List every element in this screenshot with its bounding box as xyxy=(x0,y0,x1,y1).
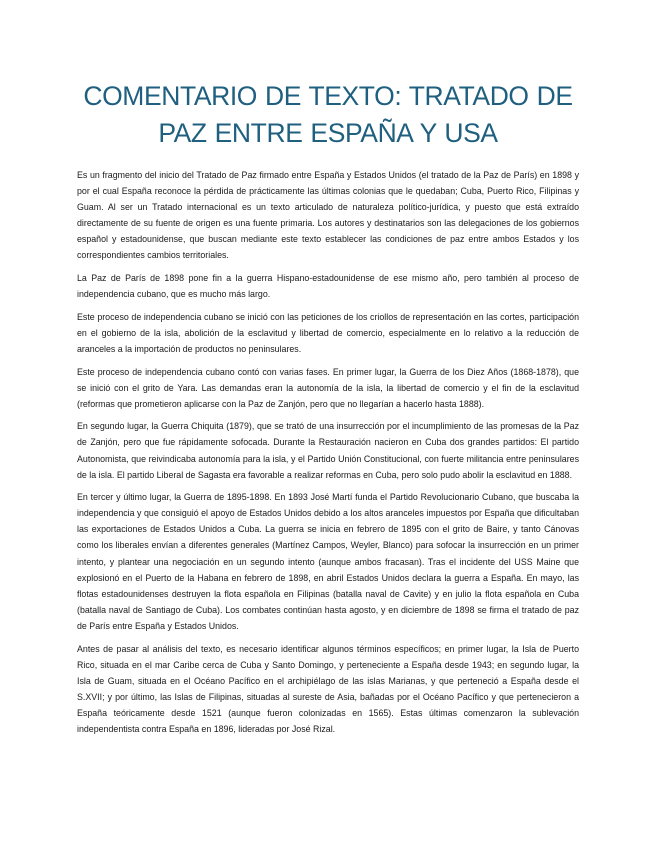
paragraph-guerra-chiquita: En segundo lugar, la Guerra Chiquita (1879), que se trató de una insurrección por el incumplimiento de las promesas de la Paz de Zanjón, pero que fue rápidamente sofocada. Durante la Restauración nacieron en Cuba dos grandes partidos: El partido Autonomista, que reivindicaba autonomía para la isla, y el Partido Unión Constitucional, con fuerte militancia entre peninsulares de la isla. El partido Liberal de Sagasta era favorable a realizar reformas en Cuba, pero solo pudo abolir la esclavitud en 1888. xyxy=(77,421,579,480)
paragraph-guerra-1895: En tercer y último lugar, la Guerra de 1895-1898. En 1893 José Martí funda el Partido Revolucionario Cubano, que buscaba la independencia y que consiguió el apoyo de Estados Unidos debido a los altos aranceles impuestos por España que dificultaban las exportaciones de Estados Unidos a Cuba. La guerra se inicia en febrero de 1895 con el grito de Baire, y tanto Cánovas como los liberales envían a diferentes generales (Martínez Campos, Weyler, Blanco) para sofocar la insurrección en un primer intento, y plantear una negociación en un segundo intento (aunque ambos fracasan). Tras el incidente del USS Maine que explosionó en el Puerto de la Habana en febrero de 1898, en abril Estados Unidos declara la guerra a España. En mayo, las flotas estadounidenses destruyen la flota española en Filipinas (batalla naval de Cavite) y en julio la flota española en Cuba (batalla naval de Santiago de Cuba). Los combates continúan hasta agosto, y en diciembre de 1898 se firma el tratado de paz de París entre España y Estados Unidos. xyxy=(77,492,579,631)
document-title: COMENTARIO DE TEXTO: TRATADO DE PAZ ENTRE ESPAÑA Y USA xyxy=(83,81,573,148)
document-body xyxy=(77,167,579,737)
paragraph-intro: Es un fragmento del inicio del Tratado de Paz firmado entre España y Estados Unidos (el tratado de la Paz de París) en 1898 y por el cual España reconoce la pérdida de prácticamente las últimas colonias que le quedaban; Cuba, Puerto Rico, Filipinas y Guam. Al ser un Tratado internacional es un texto articulado de naturaleza político-jurídica, y puesto que está extraído directamente de su fuente de origen es una fuente primaria. Los autores y destinatarios son las delegaciones de los gobiernos español y estadounidense, que buscan mediante este texto establecer las condiciones de paz entre ambos Estados y los correspondientes cambios territoriales. xyxy=(77,170,579,261)
paragraph-terminos: Antes de pasar al análisis del texto, es necesario identificar algunos términos específicos; en primer lugar, la Isla de Puerto Rico, situada en el mar Caribe cerca de Cuba y Santo Domingo, y perteneciente a España desde 1943; en segundo lugar, la Isla de Guam, situada en el Océano Pacífico en el archipiélago de las islas Marianas, y que perteneció a España desde el S.XVII; y por último, las Islas de Filipinas, situadas al sureste de Asia, bañadas por el Océano Pacífico y que pertenecieron a España teóricamente desde 1521 (aunque fueron colonizadas en 1565). Estas últimas comenzaron la sublevación independentista contra España en 1896, lideradas por José Rizal. xyxy=(77,643,579,734)
paragraph-proceso-independencia: Este proceso de independencia cubano se inició con las peticiones de los criollos de representación en las cortes, participación en el gobierno de la isla, abolición de la esclavitud y libertad de comercio, especialmente en lo relativo a la reducción de aranceles a la importación de productos no peninsulares. xyxy=(77,311,579,354)
paragraph-paz-paris: La Paz de París de 1898 pone fin a la guerra Hispano-estadounidense de ese mismo año, pero también al proceso de independencia cubano, que es mucho más largo. xyxy=(77,273,579,300)
paragraph-guerra-diez-anos: Este proceso de independencia cubano contó con varias fases. En primer lugar, la Guerra de los Diez Años (1868-1878), que se inició con el grito de Yara. Las demandas eran la autonomía de la isla, la libertad de comercio y el fin de la esclavitud (reformas que prometieron aplicarse con la Paz de Zanjón, pero que no llegarían a hacerlo hasta 1888). xyxy=(77,366,579,409)
